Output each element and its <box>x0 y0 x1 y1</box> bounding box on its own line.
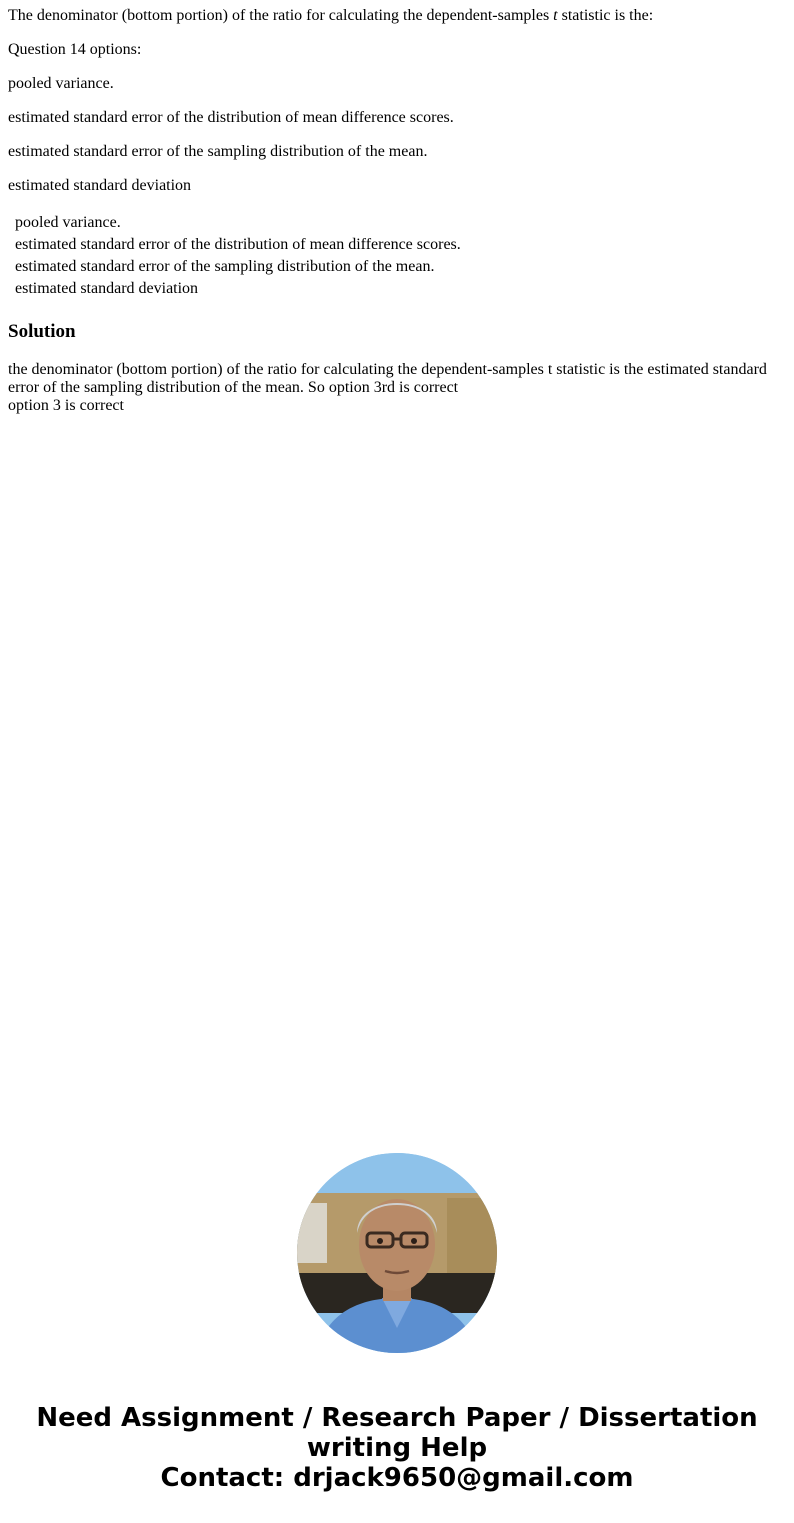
option-3: estimated standard error of the sampling distribution of the mean. <box>8 143 428 160</box>
solution-answer <box>8 361 786 415</box>
question-text-end: statistic is the: <box>557 7 654 24</box>
question-text-italic: t <box>553 7 558 24</box>
options-label: Question 14 options: <box>8 41 142 58</box>
promo-line-help: Need Assignment / Research Paper / Dissertation writing Help <box>36 1403 758 1463</box>
solution-answer-text: the denominator (bottom portion) of the ratio for calculating the dependent-samples t statistic is the estimated standard error of the sampling distribution of the mean. So option 3rd is correct <box>8 361 767 396</box>
options-table-row-2: estimated standard error of the distribution of mean difference scores. <box>15 236 461 253</box>
options-table-row-3: estimated standard error of the sampling distribution of the mean. <box>15 258 435 275</box>
option-1: pooled variance. <box>8 75 114 92</box>
author-portrait-icon <box>297 1153 497 1353</box>
solution-answer-conclusion: option 3 is correct <box>8 397 124 414</box>
author-avatar <box>297 1153 497 1353</box>
options-table-row-4: estimated standard deviation <box>15 280 199 297</box>
promo-banner <box>0 1403 794 1493</box>
options-table <box>15 214 461 302</box>
question-text-start: The denominator (bottom portion) of the ratio for calculating the dependent-samples <box>8 7 554 24</box>
option-2: estimated standard error of the distribution of mean difference scores. <box>8 109 454 126</box>
promo-line-contact: Contact: drjack9650@gmail.com <box>160 1463 634 1493</box>
options-table-row-1: pooled variance. <box>15 214 121 231</box>
question-text <box>8 7 653 25</box>
solution-heading: Solution <box>8 321 76 342</box>
option-4: estimated standard deviation <box>8 177 192 194</box>
